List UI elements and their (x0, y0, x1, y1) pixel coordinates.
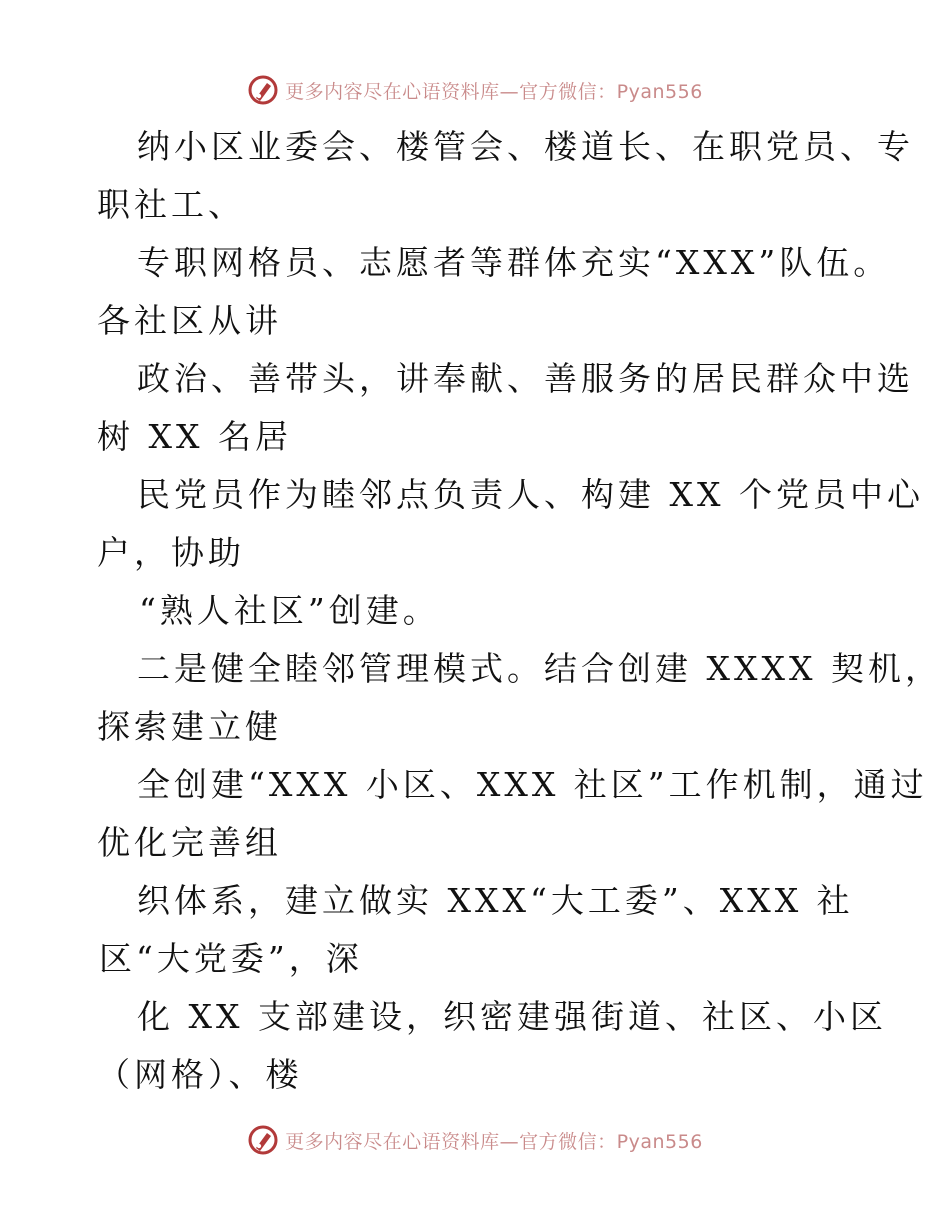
paragraph-line: 织体系，建立做实 XXX“大工委”、XXX 社 (137, 881, 854, 920)
paragraph-line: 民党员作为睦邻点负责人、构建 XX 个党员中心 (137, 475, 924, 514)
header-banner-text: 更多内容尽在心语资料库—官方微信：Pyan556 (285, 80, 703, 103)
footer-banner (0, 1120, 950, 1160)
paragraph-line: 职社工、 (97, 185, 245, 224)
paragraph-line: 户，协助 (97, 533, 245, 572)
paragraph-line: 全创建“XXX 小区、XXX 社区”工作机制，通过 (137, 765, 928, 804)
paragraph-line: 各社区从讲 (97, 301, 282, 340)
paragraph-line: 优化完善组 (97, 823, 282, 862)
paragraph-line: 专职网格员、志愿者等群体充实“XXX”队伍。 (137, 243, 891, 282)
header-banner (0, 70, 950, 110)
pen-seal-logo-icon (247, 1124, 279, 1156)
pen-seal-logo-icon (247, 74, 279, 106)
paragraph-line: （网格）、楼 (97, 1055, 303, 1094)
paragraph-line: 二是健全睦邻管理模式。结合创建 XXXX 契机， (137, 649, 942, 688)
paragraph-line: “熟人社区”创建。 (139, 591, 440, 630)
paragraph-line: 政治、善带头，讲奉献、善服务的居民群众中选 (137, 359, 914, 398)
paragraph-line: 化 XX 支部建设，织密建强街道、社区、小区 (137, 997, 887, 1036)
footer-banner-text: 更多内容尽在心语资料库—官方微信：Pyan556 (285, 1130, 703, 1153)
paragraph-line: 树 XX 名居 (97, 417, 292, 456)
paragraph-line: 纳小区业委会、楼管会、楼道长、在职党员、专 (137, 127, 914, 166)
paragraph-line: 区“大党委”，深 (99, 939, 363, 978)
paragraph-line: 探索建立健 (97, 707, 282, 746)
